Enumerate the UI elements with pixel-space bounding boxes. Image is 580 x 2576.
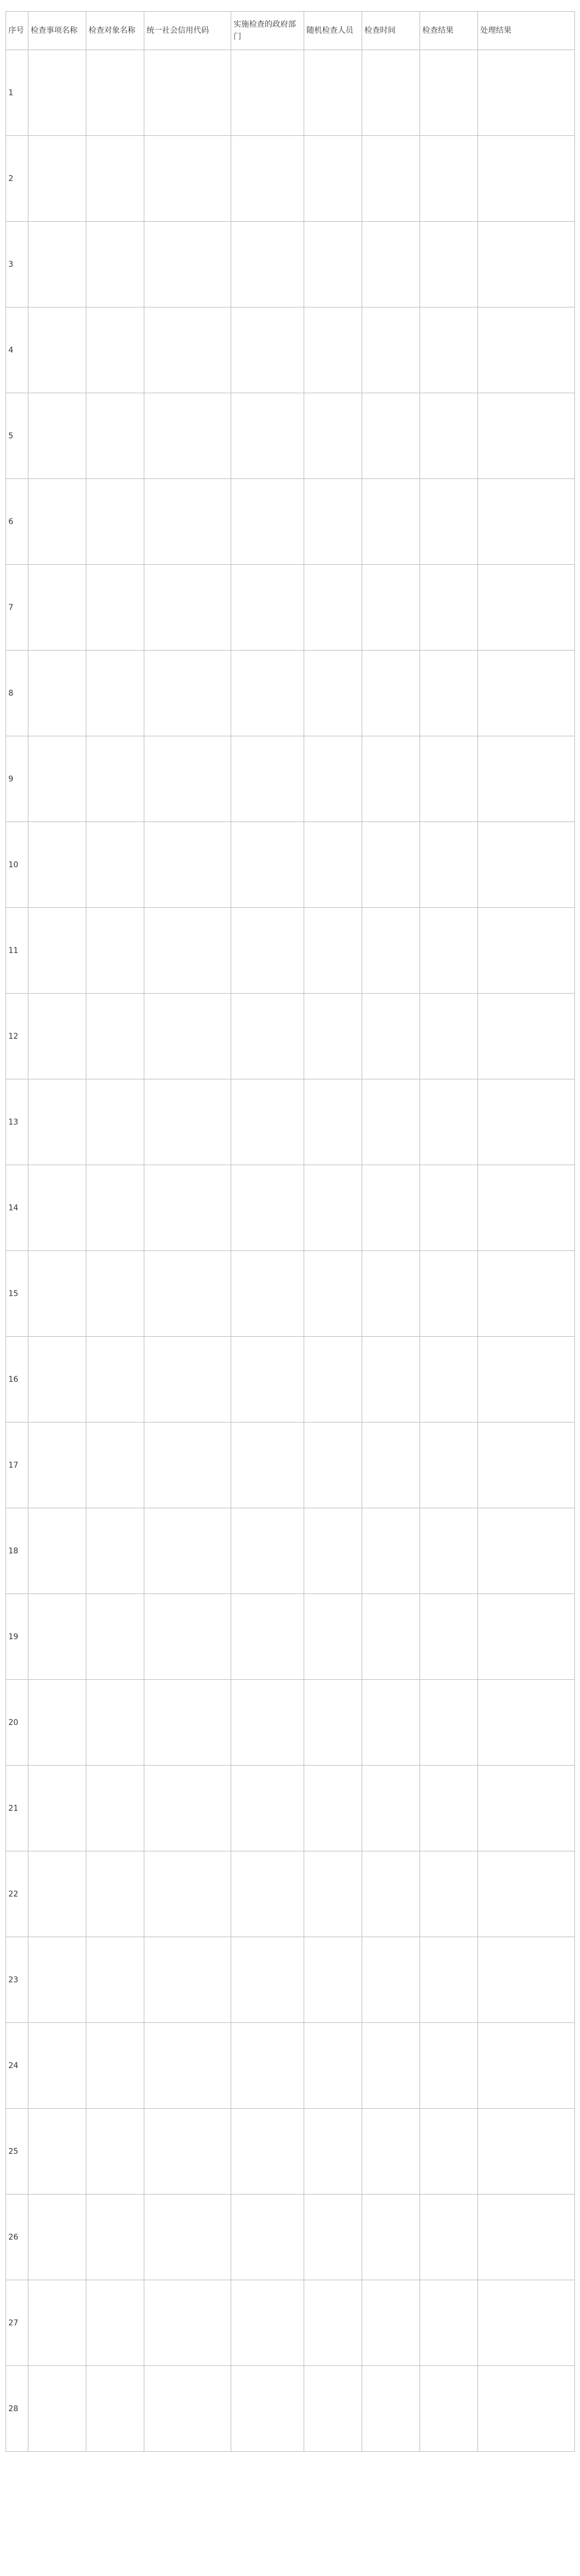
table-row xyxy=(6,2194,575,2280)
cell-target xyxy=(86,1165,144,1251)
cell-item xyxy=(28,307,86,393)
cell-dept xyxy=(231,1165,304,1251)
table-row xyxy=(6,994,575,1079)
cell-target xyxy=(86,1851,144,1937)
cell-result xyxy=(420,1165,478,1251)
cell-handling xyxy=(478,1337,575,1423)
cell-handling xyxy=(478,1937,575,2023)
header-date: 检查时间 xyxy=(362,12,420,50)
cell-item xyxy=(28,2109,86,2194)
table-row xyxy=(6,1937,575,2023)
cell-date xyxy=(362,1766,420,1851)
cell-result xyxy=(420,393,478,479)
cell-date xyxy=(362,2194,420,2280)
cell-code xyxy=(144,565,231,651)
cell-code xyxy=(144,908,231,994)
cell-date xyxy=(362,1594,420,1680)
cell-result xyxy=(420,50,478,136)
cell-code xyxy=(144,1937,231,2023)
cell-inspectors xyxy=(304,651,362,736)
cell-date xyxy=(362,2109,420,2194)
cell-no: 14 xyxy=(6,1165,28,1251)
cell-item xyxy=(28,1337,86,1423)
cell-target xyxy=(86,1594,144,1680)
table-row xyxy=(6,908,575,994)
cell-no: 20 xyxy=(6,1680,28,1766)
cell-result xyxy=(420,565,478,651)
cell-target xyxy=(86,565,144,651)
cell-result xyxy=(420,222,478,307)
cell-target xyxy=(86,1680,144,1766)
table-row xyxy=(6,1508,575,1594)
cell-target xyxy=(86,307,144,393)
cell-code xyxy=(144,651,231,736)
cell-date xyxy=(362,1680,420,1766)
cell-result xyxy=(420,908,478,994)
cell-no: 19 xyxy=(6,1594,28,1680)
cell-no: 7 xyxy=(6,565,28,651)
table-row xyxy=(6,1766,575,1851)
table-row xyxy=(6,1337,575,1423)
cell-item xyxy=(28,136,86,222)
cell-item xyxy=(28,2280,86,2366)
cell-date xyxy=(362,1251,420,1337)
cell-target xyxy=(86,136,144,222)
cell-inspectors xyxy=(304,908,362,994)
header-target: 检查对象名称 xyxy=(86,12,144,50)
cell-inspectors xyxy=(304,2366,362,2452)
cell-result xyxy=(420,307,478,393)
cell-item xyxy=(28,908,86,994)
cell-inspectors xyxy=(304,1079,362,1165)
cell-code xyxy=(144,1594,231,1680)
inspection-results-table xyxy=(6,11,575,2452)
cell-handling xyxy=(478,222,575,307)
cell-no: 22 xyxy=(6,1851,28,1937)
cell-target xyxy=(86,222,144,307)
cell-handling xyxy=(478,136,575,222)
cell-result xyxy=(420,1508,478,1594)
cell-inspectors xyxy=(304,2109,362,2194)
cell-target xyxy=(86,1423,144,1508)
cell-handling xyxy=(478,1680,575,1766)
cell-dept xyxy=(231,136,304,222)
cell-date xyxy=(362,222,420,307)
table-row xyxy=(6,1423,575,1508)
cell-target xyxy=(86,2109,144,2194)
cell-date xyxy=(362,1937,420,2023)
cell-item xyxy=(28,1594,86,1680)
cell-result xyxy=(420,1337,478,1423)
cell-dept xyxy=(231,2280,304,2366)
cell-inspectors xyxy=(304,1337,362,1423)
cell-result xyxy=(420,994,478,1079)
cell-code xyxy=(144,1337,231,1423)
cell-dept xyxy=(231,1594,304,1680)
cell-date xyxy=(362,736,420,822)
header-dept: 实施检查的政府部门 xyxy=(231,12,304,50)
header-code: 统一社会信用代码 xyxy=(144,12,231,50)
cell-item xyxy=(28,2023,86,2109)
cell-no: 16 xyxy=(6,1337,28,1423)
cell-item xyxy=(28,1680,86,1766)
cell-item xyxy=(28,222,86,307)
cell-dept xyxy=(231,2109,304,2194)
cell-target xyxy=(86,393,144,479)
cell-dept xyxy=(231,2366,304,2452)
cell-no: 8 xyxy=(6,651,28,736)
cell-inspectors xyxy=(304,994,362,1079)
cell-result xyxy=(420,1594,478,1680)
table-row xyxy=(6,1851,575,1937)
cell-handling xyxy=(478,1594,575,1680)
table-header-row xyxy=(6,12,575,50)
cell-handling xyxy=(478,651,575,736)
header-handling: 处理结果 xyxy=(478,12,575,50)
cell-inspectors xyxy=(304,565,362,651)
cell-result xyxy=(420,2280,478,2366)
cell-no: 5 xyxy=(6,393,28,479)
cell-handling xyxy=(478,908,575,994)
cell-inspectors xyxy=(304,222,362,307)
cell-target xyxy=(86,2280,144,2366)
cell-no: 11 xyxy=(6,908,28,994)
cell-code xyxy=(144,1851,231,1937)
cell-handling xyxy=(478,1508,575,1594)
cell-dept xyxy=(231,908,304,994)
cell-code xyxy=(144,1165,231,1251)
cell-inspectors xyxy=(304,1165,362,1251)
table-row xyxy=(6,565,575,651)
cell-inspectors xyxy=(304,1680,362,1766)
cell-result xyxy=(420,736,478,822)
table-row xyxy=(6,1079,575,1165)
table-row xyxy=(6,2280,575,2366)
cell-item xyxy=(28,565,86,651)
cell-dept xyxy=(231,1079,304,1165)
cell-no: 15 xyxy=(6,1251,28,1337)
cell-code xyxy=(144,2280,231,2366)
cell-inspectors xyxy=(304,2280,362,2366)
cell-code xyxy=(144,1079,231,1165)
cell-no: 26 xyxy=(6,2194,28,2280)
cell-handling xyxy=(478,307,575,393)
table-row xyxy=(6,307,575,393)
cell-dept xyxy=(231,994,304,1079)
table-row xyxy=(6,136,575,222)
table-row xyxy=(6,1594,575,1680)
cell-code xyxy=(144,1766,231,1851)
cell-date xyxy=(362,479,420,565)
cell-handling xyxy=(478,2109,575,2194)
cell-result xyxy=(420,136,478,222)
cell-handling xyxy=(478,393,575,479)
cell-handling xyxy=(478,2280,575,2366)
cell-no: 1 xyxy=(6,50,28,136)
cell-handling xyxy=(478,2366,575,2452)
cell-no: 6 xyxy=(6,479,28,565)
table-row xyxy=(6,50,575,136)
cell-code xyxy=(144,2109,231,2194)
cell-dept xyxy=(231,2194,304,2280)
cell-code xyxy=(144,50,231,136)
cell-target xyxy=(86,1251,144,1337)
cell-result xyxy=(420,1423,478,1508)
cell-dept xyxy=(231,565,304,651)
cell-item xyxy=(28,50,86,136)
cell-inspectors xyxy=(304,1423,362,1508)
cell-item xyxy=(28,393,86,479)
cell-no: 4 xyxy=(6,307,28,393)
cell-dept xyxy=(231,1508,304,1594)
cell-target xyxy=(86,1337,144,1423)
cell-no: 27 xyxy=(6,2280,28,2366)
header-inspectors: 随机检查人员 xyxy=(304,12,362,50)
cell-code xyxy=(144,736,231,822)
cell-item xyxy=(28,822,86,908)
cell-inspectors xyxy=(304,1251,362,1337)
cell-date xyxy=(362,136,420,222)
cell-dept xyxy=(231,1937,304,2023)
cell-target xyxy=(86,2023,144,2109)
cell-date xyxy=(362,994,420,1079)
cell-code xyxy=(144,1508,231,1594)
cell-no: 10 xyxy=(6,822,28,908)
table-row xyxy=(6,1680,575,1766)
cell-target xyxy=(86,1937,144,2023)
cell-item xyxy=(28,1079,86,1165)
cell-result xyxy=(420,1766,478,1851)
cell-dept xyxy=(231,651,304,736)
cell-handling xyxy=(478,2023,575,2109)
table-body xyxy=(6,50,575,2452)
cell-code xyxy=(144,822,231,908)
cell-result xyxy=(420,2109,478,2194)
table-row xyxy=(6,651,575,736)
table-row xyxy=(6,393,575,479)
cell-result xyxy=(420,2023,478,2109)
cell-item xyxy=(28,479,86,565)
cell-dept xyxy=(231,1766,304,1851)
cell-no: 17 xyxy=(6,1423,28,1508)
cell-target xyxy=(86,479,144,565)
cell-target xyxy=(86,736,144,822)
cell-dept xyxy=(231,822,304,908)
cell-date xyxy=(362,1423,420,1508)
cell-no: 12 xyxy=(6,994,28,1079)
cell-target xyxy=(86,50,144,136)
table-row xyxy=(6,736,575,822)
table-row xyxy=(6,1165,575,1251)
cell-inspectors xyxy=(304,393,362,479)
cell-no: 3 xyxy=(6,222,28,307)
cell-result xyxy=(420,1680,478,1766)
cell-result xyxy=(420,1851,478,1937)
cell-inspectors xyxy=(304,822,362,908)
cell-item xyxy=(28,2194,86,2280)
cell-handling xyxy=(478,822,575,908)
cell-result xyxy=(420,2194,478,2280)
cell-result xyxy=(420,651,478,736)
cell-inspectors xyxy=(304,2194,362,2280)
cell-date xyxy=(362,2023,420,2109)
cell-inspectors xyxy=(304,479,362,565)
cell-handling xyxy=(478,50,575,136)
cell-date xyxy=(362,50,420,136)
cell-item xyxy=(28,1508,86,1594)
cell-handling xyxy=(478,479,575,565)
table-row xyxy=(6,822,575,908)
header-result: 检查结果 xyxy=(420,12,478,50)
cell-no: 13 xyxy=(6,1079,28,1165)
cell-code xyxy=(144,136,231,222)
cell-code xyxy=(144,994,231,1079)
cell-inspectors xyxy=(304,736,362,822)
cell-item xyxy=(28,1937,86,2023)
cell-code xyxy=(144,222,231,307)
cell-date xyxy=(362,908,420,994)
cell-item xyxy=(28,994,86,1079)
table-row xyxy=(6,479,575,565)
cell-no: 25 xyxy=(6,2109,28,2194)
cell-handling xyxy=(478,565,575,651)
cell-inspectors xyxy=(304,2023,362,2109)
cell-date xyxy=(362,307,420,393)
cell-inspectors xyxy=(304,1766,362,1851)
cell-result xyxy=(420,822,478,908)
cell-result xyxy=(420,1079,478,1165)
cell-date xyxy=(362,1508,420,1594)
cell-date xyxy=(362,822,420,908)
cell-date xyxy=(362,1851,420,1937)
table-row xyxy=(6,2366,575,2452)
cell-no: 24 xyxy=(6,2023,28,2109)
cell-dept xyxy=(231,1251,304,1337)
cell-target xyxy=(86,651,144,736)
cell-target xyxy=(86,994,144,1079)
cell-dept xyxy=(231,1680,304,1766)
cell-date xyxy=(362,651,420,736)
cell-handling xyxy=(478,1766,575,1851)
cell-date xyxy=(362,393,420,479)
table-row xyxy=(6,2109,575,2194)
cell-code xyxy=(144,393,231,479)
cell-code xyxy=(144,2366,231,2452)
cell-handling xyxy=(478,1165,575,1251)
cell-item xyxy=(28,2366,86,2452)
cell-date xyxy=(362,2366,420,2452)
cell-inspectors xyxy=(304,1937,362,2023)
cell-handling xyxy=(478,736,575,822)
cell-date xyxy=(362,2280,420,2366)
cell-inspectors xyxy=(304,136,362,222)
cell-date xyxy=(362,1337,420,1423)
cell-target xyxy=(86,2194,144,2280)
cell-date xyxy=(362,1079,420,1165)
cell-code xyxy=(144,2023,231,2109)
cell-dept xyxy=(231,1423,304,1508)
cell-dept xyxy=(231,307,304,393)
cell-code xyxy=(144,1251,231,1337)
cell-code xyxy=(144,307,231,393)
cell-inspectors xyxy=(304,1594,362,1680)
cell-dept xyxy=(231,736,304,822)
cell-dept xyxy=(231,393,304,479)
cell-code xyxy=(144,1423,231,1508)
header-no: 序号 xyxy=(6,12,28,50)
cell-handling xyxy=(478,1079,575,1165)
cell-target xyxy=(86,2366,144,2452)
cell-inspectors xyxy=(304,50,362,136)
cell-no: 21 xyxy=(6,1766,28,1851)
cell-inspectors xyxy=(304,1508,362,1594)
cell-dept xyxy=(231,50,304,136)
cell-code xyxy=(144,479,231,565)
cell-item xyxy=(28,1423,86,1508)
cell-handling xyxy=(478,2194,575,2280)
table-row xyxy=(6,1251,575,1337)
cell-inspectors xyxy=(304,307,362,393)
cell-target xyxy=(86,1766,144,1851)
cell-target xyxy=(86,908,144,994)
cell-handling xyxy=(478,1251,575,1337)
cell-dept xyxy=(231,1851,304,1937)
cell-no: 2 xyxy=(6,136,28,222)
cell-date xyxy=(362,1165,420,1251)
cell-date xyxy=(362,565,420,651)
cell-no: 28 xyxy=(6,2366,28,2452)
cell-result xyxy=(420,479,478,565)
cell-result xyxy=(420,1937,478,2023)
cell-item xyxy=(28,1766,86,1851)
table-row xyxy=(6,2023,575,2109)
cell-handling xyxy=(478,1851,575,1937)
cell-target xyxy=(86,1508,144,1594)
cell-item xyxy=(28,1165,86,1251)
cell-code xyxy=(144,1680,231,1766)
cell-item xyxy=(28,1851,86,1937)
cell-result xyxy=(420,2366,478,2452)
cell-target xyxy=(86,822,144,908)
cell-no: 18 xyxy=(6,1508,28,1594)
cell-item xyxy=(28,651,86,736)
cell-result xyxy=(420,1251,478,1337)
cell-no: 23 xyxy=(6,1937,28,2023)
cell-no: 9 xyxy=(6,736,28,822)
cell-dept xyxy=(231,222,304,307)
cell-target xyxy=(86,1079,144,1165)
cell-handling xyxy=(478,1423,575,1508)
cell-dept xyxy=(231,1337,304,1423)
table-row xyxy=(6,222,575,307)
cell-handling xyxy=(478,994,575,1079)
cell-item xyxy=(28,736,86,822)
cell-dept xyxy=(231,479,304,565)
cell-dept xyxy=(231,2023,304,2109)
cell-code xyxy=(144,2194,231,2280)
cell-inspectors xyxy=(304,1851,362,1937)
cell-item xyxy=(28,1251,86,1337)
header-item: 检查事项名称 xyxy=(28,12,86,50)
